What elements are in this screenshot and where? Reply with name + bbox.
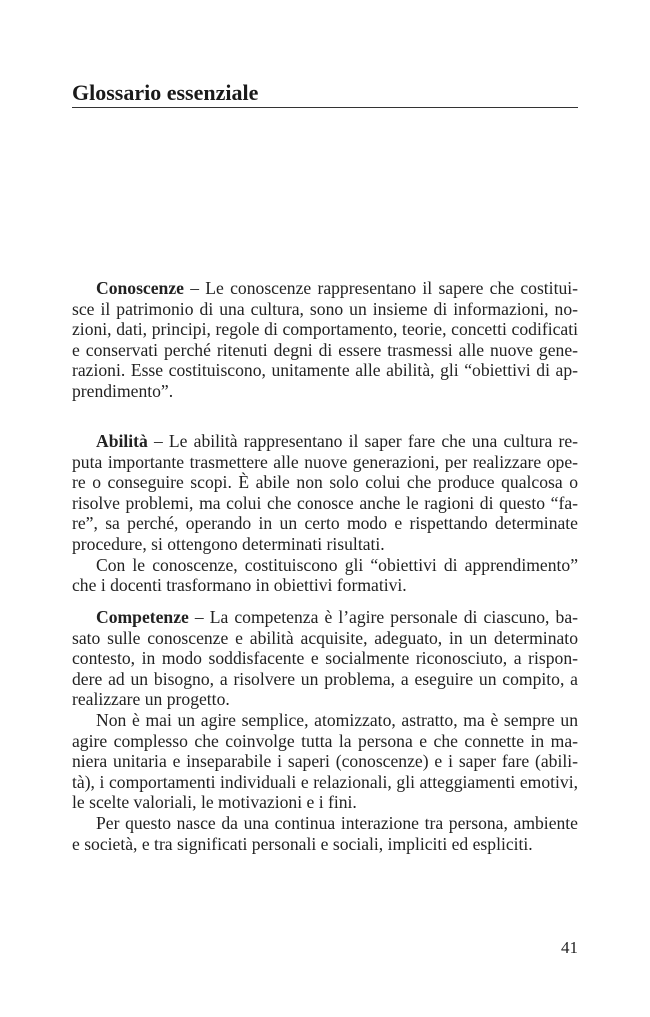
text-line [72,555,578,576]
line-text: procedure, si ottengono determinati risultati. [72,533,385,554]
line-text: le scelte valoriali, le motivazioni e i fini. [72,792,357,813]
text-line [72,669,578,690]
line-text: e conservati perché ritenuti degni di essere trasmessi alle nuove gene- [72,339,578,360]
line-text: tà), i comportamenti individuali e relazionali, gli atteggiamenti emotivi, [72,771,578,792]
text-line [72,278,578,299]
text-line [72,813,578,834]
glossary-entry-abilita [72,431,578,596]
line-text: dere ad un bisogno, a risolvere un problema, a eseguire un compito, a [72,668,578,689]
text-line [72,340,578,361]
glossary-entry-competenze [72,607,578,854]
line-text: niera unitaria e inseparabile i saperi (conoscenze) e i saper fare (abili- [72,751,578,772]
line-text: re o conseguire scopi. È abile non solo colui che produce qualcosa o [72,472,578,493]
line-text: contesto, in modo soddisfacente e socialmente riconosciuto, a rispon- [72,648,578,669]
text-line [72,607,578,628]
glossary-term: Abilità [96,431,148,451]
line-text: razioni. Esse costituiscono, unitamente alle abilità, gli “obiettivi di ap- [72,360,578,381]
text-line [72,360,578,381]
title-rule [72,107,578,108]
text-line [72,319,578,340]
line-text: realizzare un progetto. [72,689,230,710]
text-line [72,731,578,752]
line-text: re”, sa perché, operando in un certo modo e rispettando determinate [72,513,578,534]
page-number: 41 [561,938,578,957]
line-text: sato sulle conoscenze e abilità acquisite, adeguato, in un determinato [72,627,578,648]
line-text: zioni, dati, principi, regole di comportamento, teorie, concetti codificati [72,319,578,340]
text-line [72,431,578,452]
text-line [72,381,578,402]
line-text: – Le conoscenze rappresentano il sapere che costitui- [183,278,578,298]
page-title: Glossario essenziale [72,80,259,105]
text-line [72,472,578,493]
line-text: sce il patrimonio di una cultura, sono un insieme di informazioni, no- [72,298,578,319]
line-text: agire complesso che coinvolge tutta la persona e che connette in ma- [72,730,578,751]
line-text: e società, e tra significati personali e sociali, impliciti ed espliciti. [72,833,533,854]
text-line [72,710,578,731]
text-line [72,513,578,534]
text-line [72,648,578,669]
glossary-term: Competenze [96,607,189,627]
text-line [72,689,578,710]
text-line [72,834,578,855]
line-text: che i docenti trasformano in obiettivi formativi. [72,575,407,596]
line-text: puta importante trasmettere alle nuove generazioni, per realizzare ope- [72,451,578,472]
text-line [72,299,578,320]
line-text: Con le conoscenze, costituiscono gli “obiettivi di apprendimento” [96,554,578,575]
text-line [72,792,578,813]
text-line [72,628,578,649]
glossary-entry-conoscenze [72,278,578,402]
line-text: Per questo nasce da una continua interazione tra persona, ambiente [96,812,578,833]
text-line [72,575,578,596]
line-text: Non è mai un agire semplice, atomizzato, astratto, ma è sempre un [96,709,578,730]
line-text: risolve problemi, ma colui che conosce anche le ragioni di questo “fa- [72,492,578,513]
line-text: – La competenza è l’agire personale di ciascuno, ba- [188,607,578,627]
line-text: – Le abilità rappresentano il saper fare che una cultura re- [147,431,578,451]
glossary-term: Conoscenze [96,278,184,298]
line-text: prendimento”. [72,380,174,401]
text-line [72,534,578,555]
text-line [72,452,578,473]
text-line [72,751,578,772]
text-line [72,493,578,514]
text-line [72,772,578,793]
